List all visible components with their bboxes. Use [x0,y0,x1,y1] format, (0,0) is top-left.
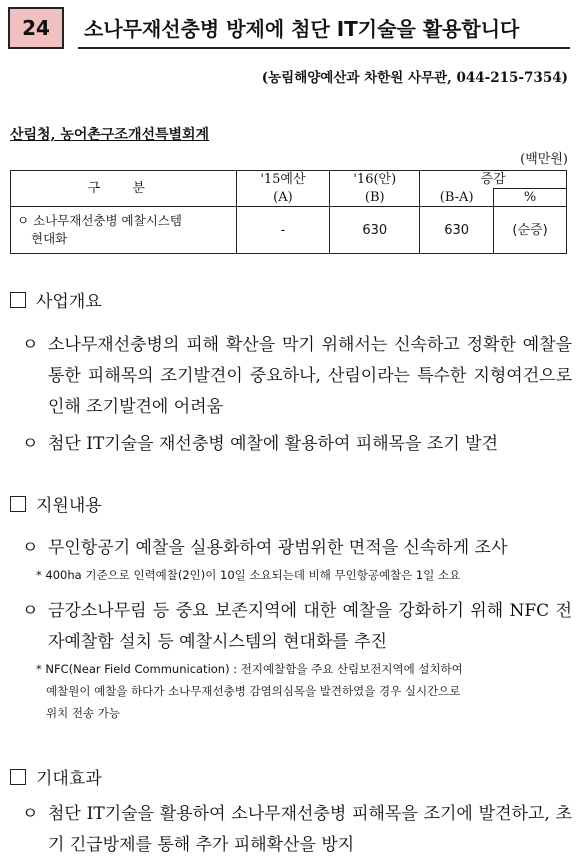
budget-table [10,170,567,254]
checkbox-square-icon [10,292,26,308]
section-title: 사업개요 [36,292,102,312]
section-title: 기대효과 [36,769,102,789]
bullet-mark: ㅇ [22,434,39,454]
section-effect [10,764,102,789]
bullet-text: 첨단 IT기술을 활용하여 소나무재선충병 피해목을 조기에 발견하고, 초기 긴급방제를 통해 추가 피해확산을 방지 [48,804,572,855]
list-item [22,799,572,861]
cell-pct: (순증) [494,207,567,254]
header-prev: '15예산 [236,171,330,189]
header-curr-sub: (B) [330,189,420,207]
list-item [22,533,572,564]
contact-info: (농림해양예산과 차한원 사무관, 044-215-7354) [261,70,568,86]
header-pct: % [494,189,567,207]
unit-label: (백만원) [520,152,568,167]
footnote: * NFC(Near Field Communication) : 전지예찰함을 주요 산림보전지역에 설치하여 예찰원이 예찰을 하다가 소나무재선충병 감염의심목을 발견하였을 경우 실시간으로 위치 전송 가능 [36,662,463,720]
section-overview [10,287,102,312]
account-label: 산림청, 농어촌구조개선특별회계 [10,127,210,143]
title-bar [8,7,572,51]
section-support [10,491,102,516]
list-item [22,596,572,658]
checkbox-square-icon [10,496,26,512]
list-item [22,429,572,460]
bullet-text: 금강소나무림 등 중요 보존지역에 대한 예찰을 강화하기 위해 NFC 전자예찰함 설치 등 예찰시스템의 현대화를 추진 [48,601,572,652]
bullet-mark: ㅇ [22,804,39,824]
bullet-text: 첨단 IT기술을 재선충병 예찰에 활용하여 피해목을 조기 발견 [48,434,499,454]
checkbox-square-icon [10,769,26,785]
header-curr: '16(안) [330,171,420,189]
bullet-text: 무인항공기 예찰을 실용화하여 광범위한 면적을 신속하게 조사 [48,538,508,558]
row-label: ㅇ 소나무재선충병 예찰시스템 현대화 [11,207,237,254]
cell-curr: 630 [330,207,420,254]
header-diff-sub: (B-A) [420,189,494,207]
bullet-text: 소나무재선충병의 피해 확산을 막기 위해서는 신속하고 정확한 예찰을 통한 피해목의 조기발견이 중요하나, 산림이라는 특수한 지형여건으로 인해 조기발견에 어려움 [48,335,572,417]
section-title: 지원내용 [36,496,102,516]
table-row [11,207,567,254]
footnote: * 400ha 기준으로 인력예찰(2인)이 10일 소요되는데 비해 무인항공예찰은 1일 소요 [36,568,461,582]
cell-prev: - [236,207,330,254]
bullet-mark: ㅇ [22,538,39,558]
header-diff: 증감 [420,171,567,189]
header-prev-sub: (A) [236,189,330,207]
item-number-badge: 24 [8,7,64,49]
header-category: 구 분 [11,171,237,207]
cell-diff: 630 [420,207,494,254]
list-item [22,330,572,423]
bullet-mark: ㅇ [22,601,39,621]
page-title: 소나무재선충병 방제에 첨단 IT기술을 활용합니다 [78,7,570,49]
bullet-mark: ㅇ [22,335,39,355]
